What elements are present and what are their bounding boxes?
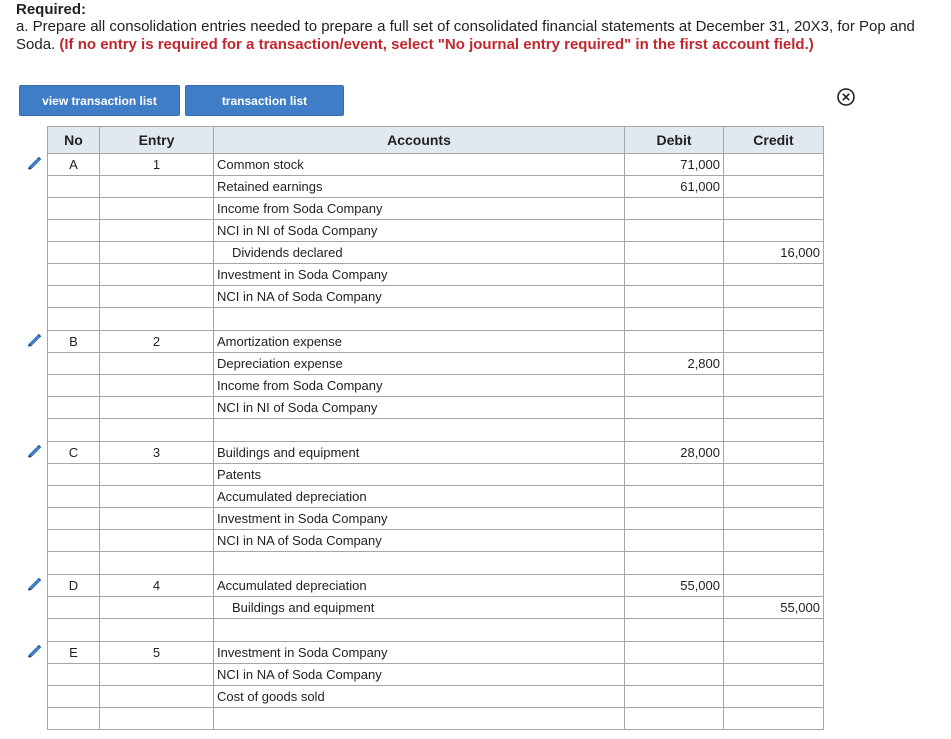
- entry-number-cell: [100, 664, 214, 686]
- debit-cell[interactable]: [625, 708, 724, 730]
- entry-number-cell: [100, 220, 214, 242]
- table-row: [48, 530, 824, 552]
- entry-no-cell: C: [48, 442, 100, 464]
- credit-cell[interactable]: [724, 397, 824, 419]
- debit-cell[interactable]: [625, 597, 724, 619]
- credit-cell[interactable]: [724, 442, 824, 464]
- entry-no-cell: [48, 286, 100, 308]
- entry-no-cell: [48, 664, 100, 686]
- account-cell[interactable]: [214, 619, 625, 642]
- debit-cell[interactable]: 55,000: [625, 575, 724, 597]
- credit-cell[interactable]: [724, 508, 824, 530]
- credit-cell[interactable]: [724, 264, 824, 286]
- credit-cell[interactable]: [724, 642, 824, 664]
- entry-no-cell: [48, 486, 100, 508]
- entry-no-cell: [48, 308, 100, 331]
- account-cell[interactable]: Amortization expense: [214, 331, 625, 353]
- account-cell[interactable]: NCI in NA of Soda Company: [214, 664, 625, 686]
- account-cell[interactable]: NCI in NA of Soda Company: [214, 286, 625, 308]
- account-cell[interactable]: Cost of goods sold: [214, 686, 625, 708]
- instructions: [16, 18, 941, 54]
- entry-number-cell: 5: [100, 642, 214, 664]
- account-cell[interactable]: NCI in NI of Soda Company: [214, 397, 625, 419]
- credit-cell[interactable]: [724, 286, 824, 308]
- edit-pencil-icon[interactable]: [25, 156, 43, 172]
- table-row: [48, 286, 824, 308]
- table-row: [48, 642, 824, 664]
- credit-cell[interactable]: [724, 708, 824, 730]
- debit-cell[interactable]: [625, 530, 724, 552]
- entry-number-cell: [100, 419, 214, 442]
- credit-cell[interactable]: [724, 419, 824, 442]
- entry-no-cell: [48, 552, 100, 575]
- table-row: [48, 464, 824, 486]
- column-header-debit: Debit: [625, 127, 724, 154]
- edit-pencil-icon[interactable]: [25, 444, 43, 460]
- view-transaction-list-button[interactable]: view transaction list: [19, 85, 180, 116]
- debit-cell[interactable]: [625, 242, 724, 264]
- entry-no-cell: [48, 530, 100, 552]
- table-row: [48, 154, 824, 176]
- instructions-text: a. Prepare all consolidation entries needed to prepare a full set of consolidated financial statements at December 31, 20X3, for Pop and Soda.: [16, 18, 915, 53]
- debit-cell[interactable]: [625, 552, 724, 575]
- credit-cell[interactable]: [724, 664, 824, 686]
- entry-number-cell: [100, 198, 214, 220]
- account-cell[interactable]: Income from Soda Company: [214, 375, 625, 397]
- debit-cell[interactable]: [625, 220, 724, 242]
- entry-no-cell: [48, 397, 100, 419]
- debit-cell[interactable]: [625, 464, 724, 486]
- column-header-entry: Entry: [100, 127, 214, 154]
- instructions-emphasis: (If no entry is required for a transaction/event, select "No journal entry required" in the first account field.): [59, 36, 814, 53]
- entry-number-cell: [100, 597, 214, 619]
- transaction-list-button[interactable]: transaction list: [185, 85, 344, 116]
- account-cell[interactable]: [214, 419, 625, 442]
- debit-cell[interactable]: 71,000: [625, 154, 724, 176]
- account-cell[interactable]: Accumulated depreciation: [214, 486, 625, 508]
- table-row: [48, 442, 824, 464]
- entry-no-cell: [48, 375, 100, 397]
- entry-number-cell: [100, 508, 214, 530]
- entry-no-cell: [48, 264, 100, 286]
- credit-cell[interactable]: [724, 220, 824, 242]
- debit-cell[interactable]: [625, 397, 724, 419]
- account-cell[interactable]: Buildings and equipment: [214, 597, 625, 619]
- entry-number-cell: [100, 353, 214, 375]
- table-row: [48, 176, 824, 198]
- entry-number-cell: [100, 397, 214, 419]
- debit-cell[interactable]: [625, 619, 724, 642]
- table-row: [48, 619, 824, 642]
- entry-number-cell: 4: [100, 575, 214, 597]
- debit-cell[interactable]: 28,000: [625, 442, 724, 464]
- edit-pencil-icon[interactable]: [25, 333, 43, 349]
- entry-number-cell: [100, 552, 214, 575]
- column-header-credit: Credit: [724, 127, 824, 154]
- credit-cell[interactable]: [724, 486, 824, 508]
- entry-no-cell: [48, 220, 100, 242]
- account-cell[interactable]: Patents: [214, 464, 625, 486]
- account-cell[interactable]: [214, 708, 625, 730]
- account-cell[interactable]: NCI in NI of Soda Company: [214, 220, 625, 242]
- account-cell[interactable]: Investment in Soda Company: [214, 642, 625, 664]
- entry-no-cell: [48, 597, 100, 619]
- entry-no-cell: [48, 686, 100, 708]
- debit-cell[interactable]: [625, 486, 724, 508]
- entry-number-cell: [100, 464, 214, 486]
- account-cell[interactable]: [214, 552, 625, 575]
- entry-no-cell: [48, 464, 100, 486]
- credit-cell[interactable]: [724, 154, 824, 176]
- entry-no-cell: [48, 242, 100, 264]
- entry-no-cell: B: [48, 331, 100, 353]
- debit-cell[interactable]: [625, 331, 724, 353]
- table-row: [48, 552, 824, 575]
- journal-entry-table: [47, 126, 824, 730]
- entry-no-cell: [48, 198, 100, 220]
- credit-cell[interactable]: [724, 530, 824, 552]
- account-cell[interactable]: Common stock: [214, 154, 625, 176]
- debit-cell[interactable]: [625, 664, 724, 686]
- edit-pencil-icon[interactable]: [25, 577, 43, 593]
- credit-cell[interactable]: [724, 552, 824, 575]
- credit-cell[interactable]: [724, 464, 824, 486]
- entry-number-cell: [100, 286, 214, 308]
- debit-cell[interactable]: [625, 264, 724, 286]
- entry-no-cell: D: [48, 575, 100, 597]
- required-heading: Required:: [16, 1, 87, 18]
- credit-cell[interactable]: [724, 353, 824, 375]
- credit-cell[interactable]: 16,000: [724, 242, 824, 264]
- table-row: [48, 664, 824, 686]
- table-row: [48, 486, 824, 508]
- credit-cell[interactable]: [724, 619, 824, 642]
- account-cell[interactable]: NCI in NA of Soda Company: [214, 530, 625, 552]
- account-cell[interactable]: Retained earnings: [214, 176, 625, 198]
- entry-no-cell: A: [48, 154, 100, 176]
- edit-pencil-icon[interactable]: [25, 644, 43, 660]
- account-cell[interactable]: Accumulated depreciation: [214, 575, 625, 597]
- debit-cell[interactable]: [625, 508, 724, 530]
- debit-cell[interactable]: [625, 308, 724, 331]
- entry-number-cell: [100, 375, 214, 397]
- entry-number-cell: [100, 264, 214, 286]
- entry-no-cell: [48, 176, 100, 198]
- credit-cell[interactable]: [724, 198, 824, 220]
- entry-number-cell: 3: [100, 442, 214, 464]
- debit-cell[interactable]: [625, 198, 724, 220]
- entry-number-cell: [100, 686, 214, 708]
- table-row: [48, 419, 824, 442]
- debit-cell[interactable]: [625, 286, 724, 308]
- entry-number-cell: [100, 308, 214, 331]
- account-cell[interactable]: Investment in Soda Company: [214, 264, 625, 286]
- credit-cell[interactable]: [724, 308, 824, 331]
- debit-cell[interactable]: [625, 419, 724, 442]
- table-row: [48, 353, 824, 375]
- table-row: [48, 686, 824, 708]
- debit-cell[interactable]: [625, 686, 724, 708]
- entry-no-cell: [48, 708, 100, 730]
- entry-no-cell: [48, 619, 100, 642]
- table-row: [48, 508, 824, 530]
- account-cell[interactable]: Depreciation expense: [214, 353, 625, 375]
- table-row: [48, 331, 824, 353]
- account-cell[interactable]: [214, 308, 625, 331]
- credit-cell[interactable]: 55,000: [724, 597, 824, 619]
- table-row: [48, 264, 824, 286]
- credit-cell[interactable]: [724, 686, 824, 708]
- table-row: [48, 242, 824, 264]
- entry-number-cell: [100, 619, 214, 642]
- account-cell[interactable]: Dividends declared: [214, 242, 625, 264]
- entry-number-cell: 2: [100, 331, 214, 353]
- credit-cell[interactable]: [724, 331, 824, 353]
- column-header-accounts: Accounts: [214, 127, 625, 154]
- debit-cell[interactable]: 2,800: [625, 353, 724, 375]
- debit-cell[interactable]: 61,000: [625, 176, 724, 198]
- entry-number-cell: [100, 530, 214, 552]
- account-cell[interactable]: Buildings and equipment: [214, 442, 625, 464]
- entry-no-cell: [48, 508, 100, 530]
- table-row: [48, 198, 824, 220]
- table-row: [48, 397, 824, 419]
- table-row: [48, 575, 824, 597]
- table-row: [48, 375, 824, 397]
- table-row: [48, 308, 824, 331]
- table-header-row: [48, 127, 824, 154]
- debit-cell[interactable]: [625, 642, 724, 664]
- close-icon[interactable]: [836, 87, 856, 107]
- entry-number-cell: [100, 708, 214, 730]
- table-row: [48, 597, 824, 619]
- entry-no-cell: E: [48, 642, 100, 664]
- entry-number-cell: [100, 486, 214, 508]
- entry-number-cell: [100, 176, 214, 198]
- credit-cell[interactable]: [724, 375, 824, 397]
- column-header-no: No: [48, 127, 100, 154]
- entry-no-cell: [48, 419, 100, 442]
- debit-cell[interactable]: [625, 375, 724, 397]
- entry-number-cell: 1: [100, 154, 214, 176]
- account-cell[interactable]: Income from Soda Company: [214, 198, 625, 220]
- account-cell[interactable]: Investment in Soda Company: [214, 508, 625, 530]
- credit-cell[interactable]: [724, 176, 824, 198]
- entry-no-cell: [48, 353, 100, 375]
- table-row: [48, 708, 824, 730]
- credit-cell[interactable]: [724, 575, 824, 597]
- entry-number-cell: [100, 242, 214, 264]
- table-row: [48, 220, 824, 242]
